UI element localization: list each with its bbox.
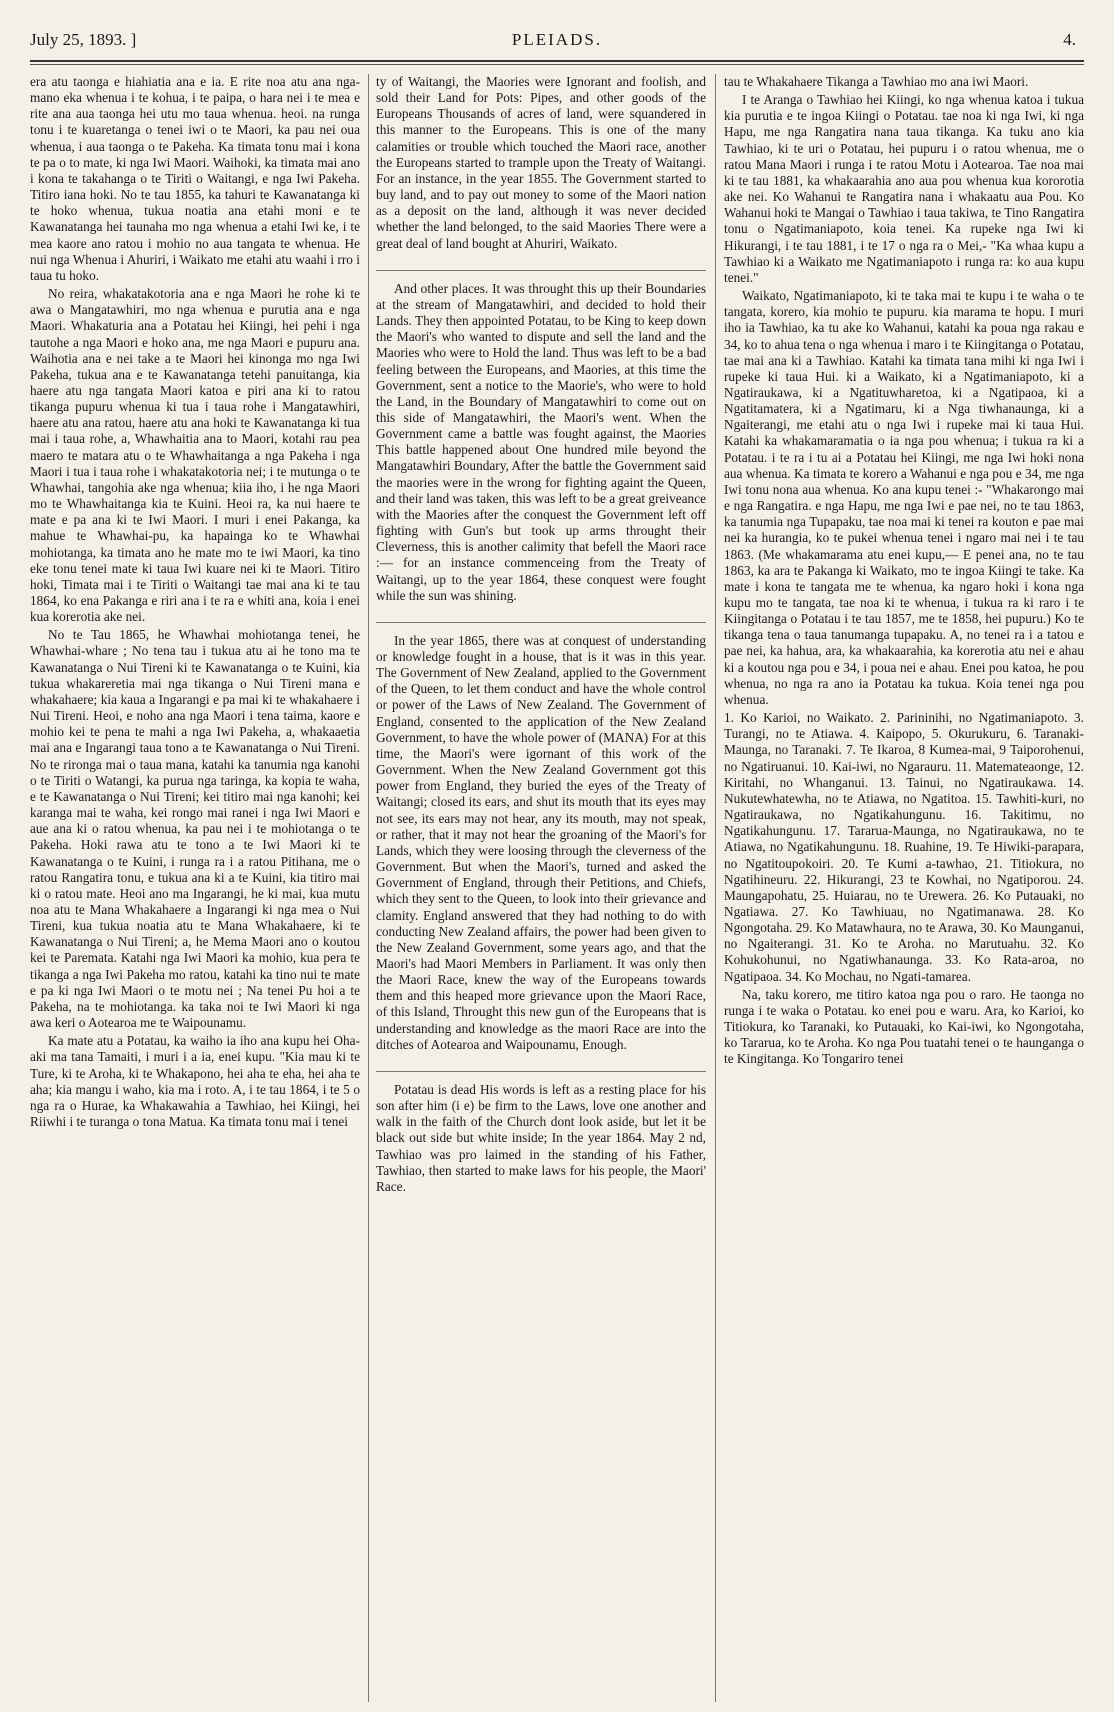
column-divider [368,74,369,1702]
paragraph: No te Tau 1865, he Whawhai mohiotanga tenei, he Whawhai-whare ; No tena tau i tukua atu ai he tono ma te Kawanatanga o Nui Tireni ki te Kawanatanga o te Kuini, kia tukua whakareretia mai nga tikanga o Nui Tireni mana e whakahaere; kia kaua a Ingarangi e pa mai ki te whakahaere i Nui Tireni. Heoi, e noho ana nga Maori i tena taima, kaore e mohio kei te pena te mahi a nga Iwi Pakeha, a, whakaaetia mai ana e Ingarangi taua tono a te Kawanatanga o Nui Tireni. No te rironga mai o taua mana, katahi ka tanumia nga kanohi o te Tiriti o Watangi, ka purua nga taringa, ka kopia te waha, e te Kawanatanga o Nui Tireni; kei titiro mai nga kanohi; kei karanga mai te waha, kei rongo mai ranei i nga Iwi Maori e aue ana ki o ratou whenua, ka pau nei i te mohiotanga o te Pakeha. Hoki rawa atu te tono a te Iwi Maori ki te Kawanatanga o te Kuini, i runga ra i a ratou Pitihana, me o ratou Rangatira tonu, e tukua ana ki a te Kuini, kia titiro mai ki o ratou mate. Heoi ano ma Ingarangi, he ki mai, kua mutu noa atu te Mana Whakahaere a Ingarangi ki nga mea o Nui Tireni, kua tukua noatia atu te Mana Whakahaere, ki te Kawanatanga o Nui Tireni; a, he Mema Maori ano o koutou kei te Paremata. Katahi nga Iwi Maori ka mohio, kua pera te tikanga a nga Iwi Pakeha mo ratou, katahi ka tino nui te mate e pa ki nga Iwi Maori o te motu nei ; Na tenei Pu hoi a te Pakeha, na te mohiotanga. ka taka noi te Iwi Maori ki nga awa keri o Aotearoa me te Waipounamu. [30,627,360,1031]
pou-whenua-list: 1. Ko Karioi, no Waikato. 2. Parininihi, no Ngatimaniapoto. 3. Turangi, no te Atiawa. 4. Kaipopo, 5. Okurukuru, 6. Taranaki-Maunga, no Taranaki. 7. Te Ikaroa, 8 Kumea-mai, 9 Taiporohenui, no Ngatiruanui. 10. Kai-iwi, no Ngarauru. 11. Matemateaonge, 12. Kiritahi, no Whanganui. 13. Tainui, no Ngatiraukawa. 14. Nukutewhatewha, no te Atiawa, no Ngatitoa. 15. Tawhiti-kuri, no Ngatiraukawa, no Ngatikahungunu. 16. Takitimu, no Ngatikahungunu. 17. Tararua-Maunga, no Ngatiraukawa, no te Atiawa, no Ngatikahungunu. 18. Ruahine, 19. Te Hiwiki-parapara, no Ngatitoupokoiri. 20. Te Kumi a-tawhao, 21. Titiokura, no Ngatihineuru. 22. Hikurangi, 23 te Kowhai, no Ngatiporou. 24. Maungapohatu, 25. Huiarau, no te Urewera. 26. Ko Putauaki, no Ngatiawa. 27. Ko Tawhiuau, no Ngatimanawa. 28. Ko Ngongotaha. 29. Ko Matawhaura, no te Arawa, 30. Ko Maunganui, no Ngaiterangi. 31. Ko te Aroha. no Marutuahu. 32. Ko Kohukohunui, no Ngatiwhanaunga. 33. Ko Rata-aroa, no Ngatipaoa. 34. Ko Mochau, no Ngati-tamarea. [724,710,1084,984]
page-header [30,30,1084,56]
section-divider [376,622,706,623]
paragraph: Waikato, Ngatimaniapoto, ki te taka mai te kupu i te waha o te tangata, korero, kia mohio te pupuru. kia marama te hopu. I muri iho ia Tawhiao, ka tu ake ko Wahanui, katahi ka poua nga rakau e 34, ko to ahua tena o nga whenua i maro i te Kiingitanga o Potatau, tae mai ana ki a Tawhiao. Katahi ka timata tana mihi ki nga Iwi i rupeke ki taua Hui. ki a Waikato, ki a Ngatimaniapoto, ki a Ngatiraukawa, ki a Ngatituwharetoa, ki a Ngatipaoa, ki a Ngatitamatera, ki a Ngatimaru, ki a Nga tiwhanaunga, ki a Ngaiterangi, me etahi atu o nga Iwi i rupeke mai ki taua Hui. Katahi ka whakamaramatia o ia nga pou whenua; i tukua ra ki a Potatau. i te ra i tu ai a Potatau hei Kiingi, me nga Iwi hoki nona aua whenua. Ka timata te korero a Wahanui e nga pou e 34, me nga Iwi tonu nona aua whenua. Ko ana kupu tenei :- "Whakarongo mai e nga Rangatira. e nga Hapu, me nga Iwi e pae nei, no te tau 1863, ka tanumia nga Tupapaku, tae noa mai ki tenei ra kouton e pae mai nei ka hurangia, ko te pukei whenua tenei i ngaro mai nei i te tau 1863. (Me whakamarama atu enei kupu,— E penei ana, no te tau 1863, ka ara te Pakanga ki Waikato, mo te ingoa Kiingi te take. Ka mate i kona te tangata me te whenua, ka ngaro hoki i kona nga kupu mo te tangata, tae noa ki te whenua, i tukua ra ki raro i te Kiingitanga o Potatau i te tau 1857, me te 1858, hei pupuru.) Ko te tikanga tena o taua tanumanga tupapaku. A, no tenei ra i a tatou e pae nei, ka hahua, ara, ka whakaarahia, ka korerotia atu nei e ahau ki a koutou nga pou e 34, i poua nei e ahau. Enei pou katoa, he pou whenua, no nga ra ano ia Potatau ka tukua. Koia tenei nga pou whenua. [724,288,1084,707]
paragraph: Potatau is dead His words is left as a resting place for his son after him (i e) be firm to the Laws, love one another and walk in the faith of the Church dont look aside, but let it be black out side but white inside; In the year 1864. May 2 nd, Tawhiao was pro laimed in the standing of his Father, Tawhiao, then started to make laws for his people, the Maori' Race. [376,1081,706,1194]
paragraph: Ka mate atu a Potatau, ka waiho ia iho ana kupu hei Oha-aki ma tana Tamaiti, i muri i a ia, enei kupu. "Kia mau ki te Ture, ki te Aroha, ki te Whakapono, hei aha te eha, hei aha te aha; kia mangu i waho, kia ma i roto. A, i te tau 1864, i te 5 o nga ra o Hurae, ka Whakawahia a Tawhiao, hei Kiingi, hei Riiwhi i te turanga o tona Matua. Ka timata tonu mai i tenei [30,1033,360,1129]
page-number: 4. [1063,30,1076,49]
paragraph: No reira, whakatakotoria ana e nga Maori he rohe ki te awa o Mangatawhiri, mo nga whenua e purutia ana e nga Maori. Whakaturia ana a Potatau hei Kiingi, hei pehi i nga tautohe a nga Maori e hoko ana, me nga Maori e pupuru ana. Waihotia ana e nei take a te Maori hei kinonga mo nga Iwi Pakeha, tukua ana e te Kawanatanga tetehi panuitanga, kia haere atu nga tangata Maori katoa e piri ana ki to ratou tikanga pupuru whenua ki tua i taua rohe i Mangatawhiri, haere atu ana ratou, haere atu ana hoki te Kawanatanga ki tua mai i taua rohe, a, Whawhaitia ana to Maori, kotahi rau pea maero te matara atu o te Whawhaitanga a nga Pakeha i nga Maori i tua i taua rohe i whakatakotoria nei; i te mutunga o te Whawhai, tangohia ake nga whenua; kiia iho, i he nga Maori mo te Whawhaitanga kia te Kuini. Heoi ra, ka nui haere te mate e pa ana ki te Iwi Maori. I muri i enei Pakanga, ka mahue te Whawhai-pu, ka hapainga ko te Whawhai mohiotanga, ka timata ano he mate mo te iwi Maori, ka tino eke tonu tenei mate ki taua Iwi kuare nei ki te Maori. Titiro hoki, Timata mai i te Tiriti o Waitangi tae mai ana ki te tau 1864, ko ena Pakanga e riri ana i te ra e whiti ana, koia i enei kua korerotia ake nei. [30,286,360,625]
issue-date: July 25, 1893. ] [30,30,137,49]
column-english-translation [376,74,706,1702]
column-divider [715,74,716,1702]
paragraph: ty of Waitangi, the Maories were Ignorant and foolish, and sold their Land for Pots: Pipes, and other goods of the Europeans Thousands of acres of land, were squandered in this manner to the Europeans. This is one of the many calamities or trouble which touched the Maori race, another the Europeans started to trample upon the Treaty of Waitangi. For an instance, in the year 1855. The Government started to buy land, and to pay out money to some of the Maori nation as a deposit on the land, although it was never decided whether the land belonged, to the said Maories There were a great deal of land bought at Ahuriri, Waikato. [376,74,706,251]
paragraph: I te Aranga o Tawhiao hei Kiingi, ko nga whenua katoa i tukua kia purutia e te ingoa Kiingi o Potatau. tae noa ki nga Iwi, ki nga Hapu, me nga Rangatira nana taua tikanga. Ka tuku ano kia Tawhiao, ki te uri o Potatau, hei pupuru i o ratou whenua, me o ratou Mana Maori i runga i te ratou Motu i Aotearoa. Tae noa mai ki te tau 1881, ka whakaarahia ano aua pou whenua kua kororotia ake nei. Ko Wahanui te Rangatira nana i whakaatu aua Pou. Ko Wahanui hoki te Mangai o Tawhiao i taua takiwa, te Tino Rangatira tonu o Ngatimaniapoto, koia tenei. Ka rupeke nga Iwi ki Hikurangi, i te tau 1881, i te 17 o nga ra o Mei,- "Ka whaa kupu a Tawhiao ki a Waikato me Ngatimaniapoto i runga ra: ko aua kupu tenei." [724,92,1084,285]
section-divider [376,270,706,271]
column-maori-right [724,74,1084,1702]
paragraph: tau te Whakahaere Tikanga a Tawhiao mo ana iwi Maori. [724,74,1029,89]
paragraph: And other places. It was throught this up their Boundaries at the stream of Mangatawhiri, and decided to hold their Lands. They then appointed Potatau, to be King to keep down the Maori's who wanted to dispute and sell the land and the Maories who were to Hold the land. Thus was left to be a bad feeling between the Europeans, and Maories, at this time the Government, sent a notice to the Maorie's, who were to hold the Land, in the Boundary of Mangatawhiri to come out on this side of Mangatawhiri, the Maori's went. When the Government came a battle was fought against, the Maories This battle happened about One hundred mile beyond the Mangatawhiri Boundary, After the battle the Government said the maories were in the wrong for fighting againt the Queen, and their land was taken, this was left to be a great greiveance with the Maories after the conquest the Government left off fighting with Gun's but took up arms throught their Cleverness, this is another calimity that befell the Maori race :— for an instance commenceing from the Treaty of Waitangi, up to the year 1864, these conquest were fought while the sun was shining. [376,280,706,603]
header-rule [30,60,1084,62]
header-rule-thin [30,64,1084,65]
column-maori-left [30,74,360,1702]
paragraph: Na, taku korero, me titiro katoa nga pou o raro. He taonga no runga i te waka o Potatau. ko enei pou e waru. Ara, ko Karioi, ko Titiokura, ko Taranaki, ko Putauaki, ko Kai-iwi, ko Ngongotaha, ko Tararua, ko te Aroha. Ko nga Pou tuatahi tenei o te haunganga o te Kingitanga. Ko Tongariro tenei [724,986,1084,1067]
section-divider [376,1071,706,1072]
paragraph: In the year 1865, there was at conquest of understanding or knowledge fought in a house, that is it was in this year. The Government of New Zealand, applied to the Government of the Queen, to let them conduct and have the whole control or power of the Laws of New Zealand. The Government of England, consented to the application of the New Zealand Government, to have the whole power of (MANA) For at this time, the Maori's were igornant of this work of the Government. When the New Zealand Government got this power from England, they buried the eyes of the Treaty of Waitangi; closed its ears, and shut its mouth that its eyes may not see, its ears may not hear, any its mouth, may not speak, or rather, that it may not hear the groaning of the Maori's for Lands, which they were loosing through the cleverness of the Government. But when the Maori's, turned and asked the Government of England, through their Petitions, and Chiefs, which they sent to the Queen, to look into their grievance and clamity. England answered that they had nothing to do with conducting New Zealand affairs, the power had been given to the New Zealand Government, some years ago, and that the Maori's had Maori Members in Parliament. It was only then the Maori Race, knew the way of the Europeans towards them and this heaped more grievance upon the Maori Race, of this Island, Throught this new gun of the Europeans that is understanding and knowledge as the maori Race are into the ditches of Aotearoa and Waipounamu, Enough. [376,632,706,1052]
paragraph: era atu taonga e hiahiatia ana e ia. E rite noa atu ana nga-mano eka whenua i te kohua, i te paipa, o hara nei i te mea e rite ana aua taonga hei utu mo taua whenua. heoi. na runga tonu i te kuaretanga o tenei iwi o te Maori, ka pau nei oua whenua, i aua taonga o te Pakeha. Ka timata tonu mai i kona te pa o to mate, ki nga Iwi Maori. Waihoki, ka timata mai ano i kona te takahanga o te Tiriti o Waitangi, e nga Iwi Pakeha. Titiro iana hoki. No te tau 1855, ka tahuri te Kawanatanga ki te hoko whenua, tukua noatia ana etahi moni e te Kawanatanga hei taunaha mo nga whenua a etahi Iwi ke, i te mea kaore ano ratou i mohio no aua tangata te whenua. He nui nga Whenua i Ahuriri, i Waikato me etahi atu waahi i rro i taua tu hoko. [30,74,360,283]
publication-title: PLEIADS. [511,30,603,49]
